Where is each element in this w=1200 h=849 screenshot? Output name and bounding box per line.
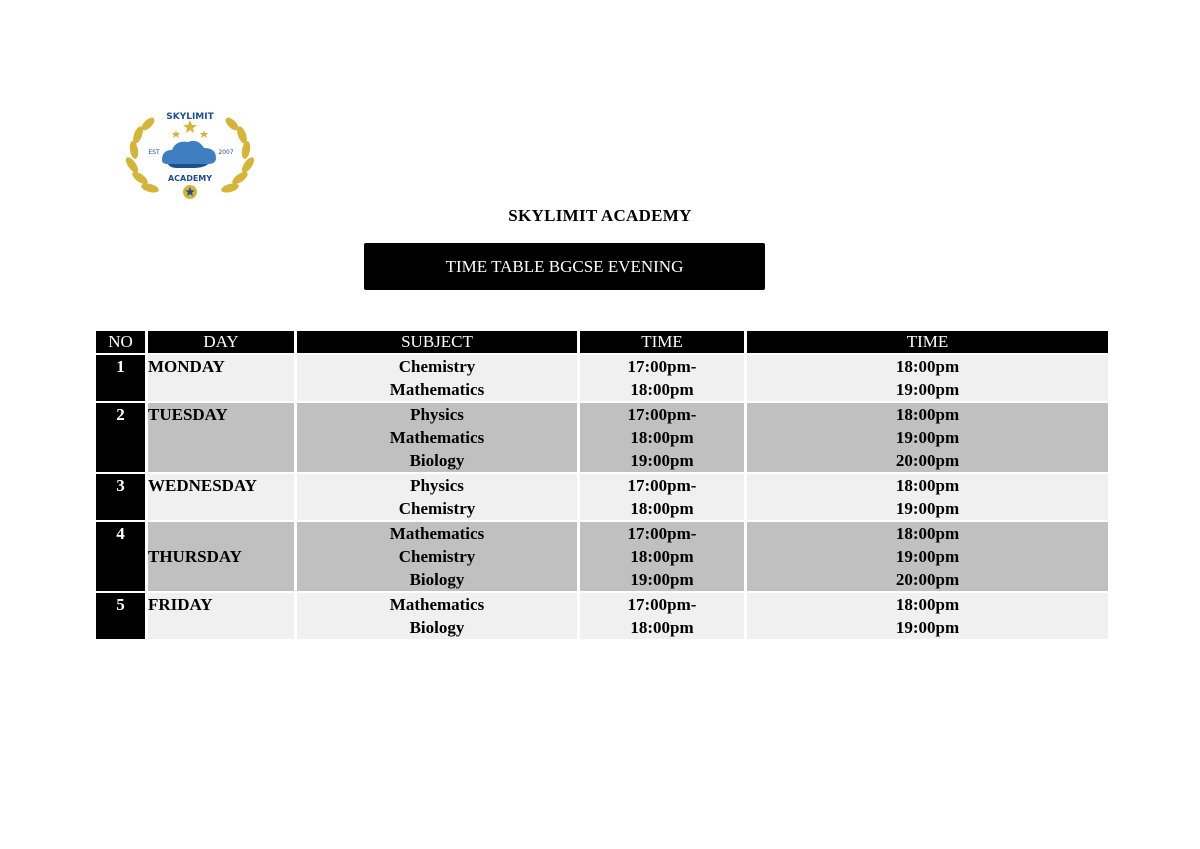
time-end: 20:00pm [895, 570, 960, 589]
time-end: 19:00pm [895, 380, 960, 399]
subject: Mathematics [389, 524, 485, 543]
row-number: 4 [96, 522, 145, 591]
table-row [96, 355, 1108, 401]
logo-left-text: EST [148, 149, 160, 156]
time-start: 18:00pm [630, 428, 694, 447]
row-number: 2 [96, 403, 145, 472]
header-subject: SUBJECT [297, 331, 577, 353]
time-start: 18:00pm [630, 380, 694, 399]
header-time-end: TIME [747, 331, 1108, 353]
row-time-start [580, 522, 744, 591]
subject: Biology [409, 451, 465, 470]
subject: Chemistry [398, 547, 476, 566]
time-start: 17:00pm- [627, 595, 697, 614]
header-no: NO [96, 331, 145, 353]
time-end: 18:00pm [895, 524, 960, 543]
row-day: WEDNESDAY [148, 474, 294, 520]
time-end: 18:00pm [895, 476, 960, 495]
row-time-end [747, 474, 1108, 520]
time-end: 19:00pm [895, 547, 960, 566]
timetable-banner [364, 243, 765, 290]
logo-right-text: 2007 [218, 149, 234, 156]
table-row [96, 593, 1108, 639]
row-day: MONDAY [148, 355, 294, 401]
row-day: FRIDAY [148, 593, 294, 639]
school-logo [120, 110, 260, 200]
header-day: DAY [148, 331, 294, 353]
time-start: 17:00pm- [627, 357, 697, 376]
row-time-end [747, 593, 1108, 639]
time-start: 19:00pm [630, 451, 694, 470]
time-start: 17:00pm- [627, 476, 697, 495]
timetable [93, 329, 1111, 641]
subject: Biology [409, 618, 465, 637]
table-row [96, 403, 1108, 472]
time-end: 18:00pm [895, 357, 960, 376]
time-end: 19:00pm [895, 428, 960, 447]
row-time-end [747, 355, 1108, 401]
row-time-start [580, 474, 744, 520]
row-number: 3 [96, 474, 145, 520]
row-time-start [580, 593, 744, 639]
time-start: 18:00pm [630, 618, 694, 637]
time-end: 19:00pm [895, 499, 960, 518]
row-subjects [297, 403, 577, 472]
subject: Physics [410, 405, 464, 424]
laurel-emblem-icon [120, 110, 260, 200]
table-row [96, 474, 1108, 520]
time-start: 19:00pm [630, 570, 694, 589]
logo-bottom-text: ACADEMY [167, 174, 213, 183]
subject: Chemistry [398, 499, 476, 518]
row-subjects [297, 474, 577, 520]
subject: Chemistry [398, 357, 476, 376]
time-start: 17:00pm- [627, 405, 697, 424]
subject: Mathematics [389, 595, 485, 614]
subject: Mathematics [389, 380, 485, 399]
time-end: 18:00pm [895, 595, 960, 614]
row-time-start [580, 355, 744, 401]
row-subjects [297, 522, 577, 591]
school-name: SKYLIMIT ACADEMY [508, 206, 692, 225]
time-end: 18:00pm [895, 405, 960, 424]
row-day: TUESDAY [148, 403, 294, 472]
logo-top-text: SKYLIMIT [166, 112, 214, 122]
time-start: 18:00pm [630, 499, 694, 518]
time-start: 17:00pm- [627, 524, 697, 543]
row-subjects [297, 593, 577, 639]
subject: Physics [410, 476, 464, 495]
table-header-row [96, 331, 1108, 353]
row-time-end [747, 403, 1108, 472]
time-end: 19:00pm [895, 618, 960, 637]
row-subjects [297, 355, 577, 401]
row-number: 5 [96, 593, 145, 639]
subject: Mathematics [389, 428, 485, 447]
time-end: 20:00pm [895, 451, 960, 470]
row-day: THURSDAY [148, 522, 294, 591]
row-number: 1 [96, 355, 145, 401]
subject: Biology [409, 570, 465, 589]
time-start: 18:00pm [630, 547, 694, 566]
table-row [96, 522, 1108, 591]
row-time-end [747, 522, 1108, 591]
row-time-start [580, 403, 744, 472]
header-time-start: TIME [580, 331, 744, 353]
banner-title: TIME TABLE BGCSE EVENING [445, 256, 684, 276]
